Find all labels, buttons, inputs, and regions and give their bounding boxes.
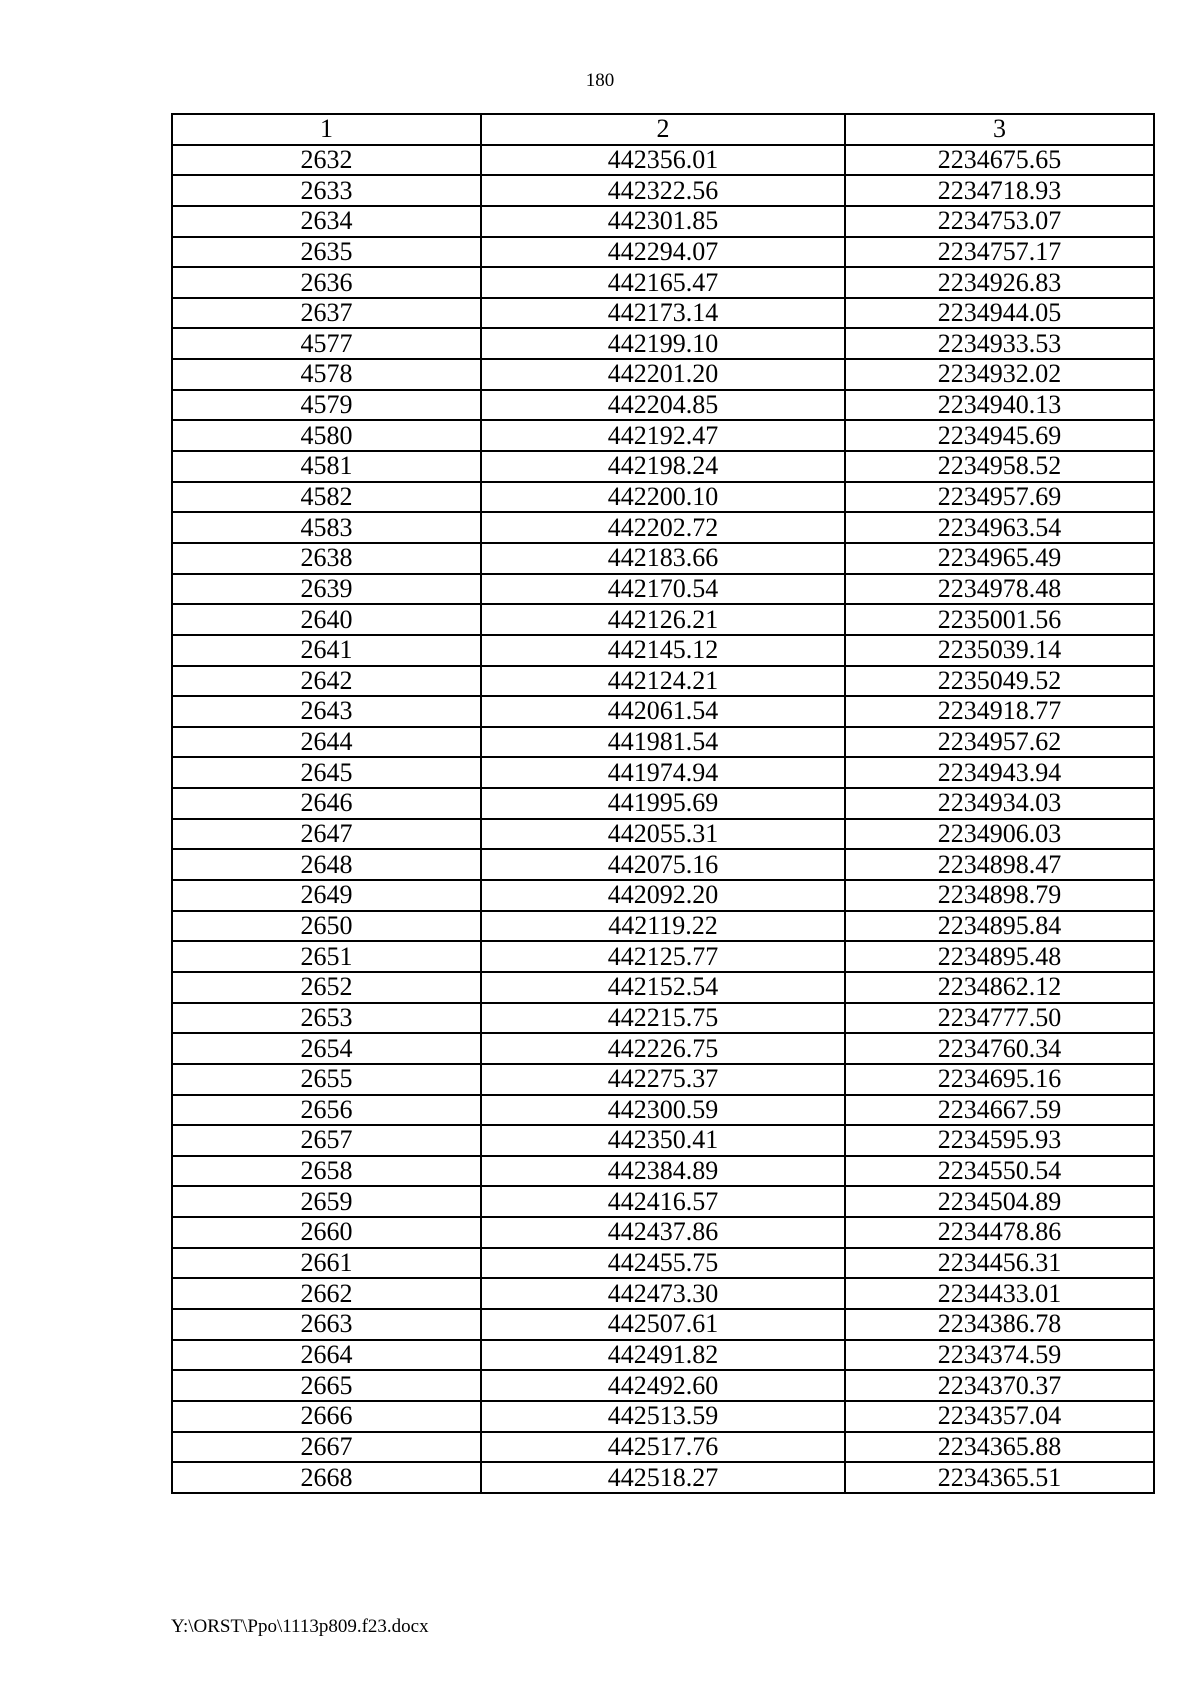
table-cell-col-3: 2234895.84 bbox=[845, 911, 1154, 942]
table-cell-col-3: 2234918.77 bbox=[845, 696, 1154, 727]
table-cell-col-2: 442350.41 bbox=[481, 1125, 845, 1156]
table-cell-col-1: 4581 bbox=[172, 451, 481, 482]
table-row bbox=[172, 941, 1154, 972]
table-cell-col-1: 2640 bbox=[172, 604, 481, 635]
table-row bbox=[172, 1033, 1154, 1064]
table-cell-col-2: 442294.07 bbox=[481, 237, 845, 268]
table-cell-col-1: 2650 bbox=[172, 911, 481, 942]
table-cell-col-1: 2632 bbox=[172, 145, 481, 176]
column-header-3: 3 bbox=[845, 114, 1154, 145]
table-cell-col-1: 2658 bbox=[172, 1156, 481, 1187]
table-cell-col-3: 2234695.16 bbox=[845, 1064, 1154, 1095]
table-cell-col-2: 442356.01 bbox=[481, 145, 845, 176]
table-cell-col-3: 2234757.17 bbox=[845, 237, 1154, 268]
table-row bbox=[172, 1217, 1154, 1248]
table-cell-col-3: 2234978.48 bbox=[845, 574, 1154, 605]
table-cell-col-3: 2235001.56 bbox=[845, 604, 1154, 635]
table-cell-col-2: 442507.61 bbox=[481, 1309, 845, 1340]
table-row bbox=[172, 1156, 1154, 1187]
table-cell-col-3: 2234667.59 bbox=[845, 1095, 1154, 1126]
table-cell-col-3: 2234675.65 bbox=[845, 145, 1154, 176]
table-row bbox=[172, 145, 1154, 176]
table-cell-col-1: 2657 bbox=[172, 1125, 481, 1156]
table-cell-col-3: 2234386.78 bbox=[845, 1309, 1154, 1340]
table-row bbox=[172, 727, 1154, 758]
table-row bbox=[172, 1309, 1154, 1340]
table-header-row bbox=[172, 114, 1154, 145]
table-cell-col-1: 2654 bbox=[172, 1033, 481, 1064]
table-cell-col-3: 2234957.62 bbox=[845, 727, 1154, 758]
table-cell-col-1: 2645 bbox=[172, 757, 481, 788]
coordinates-table bbox=[171, 113, 1155, 1494]
table-cell-col-2: 442517.76 bbox=[481, 1432, 845, 1463]
table-row bbox=[172, 1462, 1154, 1493]
table-cell-col-1: 2651 bbox=[172, 941, 481, 972]
table-cell-col-1: 2667 bbox=[172, 1432, 481, 1463]
table-row bbox=[172, 482, 1154, 513]
table-cell-col-1: 2664 bbox=[172, 1340, 481, 1371]
table-row bbox=[172, 1401, 1154, 1432]
table-cell-col-1: 2660 bbox=[172, 1217, 481, 1248]
table-row bbox=[172, 757, 1154, 788]
table-cell-col-1: 2656 bbox=[172, 1095, 481, 1126]
table-cell-col-2: 442204.85 bbox=[481, 390, 845, 421]
table-row bbox=[172, 267, 1154, 298]
table-row bbox=[172, 175, 1154, 206]
table-row bbox=[172, 420, 1154, 451]
table-cell-col-1: 2644 bbox=[172, 727, 481, 758]
table-cell-col-1: 2643 bbox=[172, 696, 481, 727]
table-cell-col-3: 2234357.04 bbox=[845, 1401, 1154, 1432]
table-body bbox=[172, 145, 1154, 1493]
table-cell-col-3: 2235039.14 bbox=[845, 635, 1154, 666]
table-cell-col-1: 2647 bbox=[172, 819, 481, 850]
table-cell-col-1: 2659 bbox=[172, 1186, 481, 1217]
table-cell-col-1: 2641 bbox=[172, 635, 481, 666]
table-cell-col-3: 2234958.52 bbox=[845, 451, 1154, 482]
table-cell-col-2: 442215.75 bbox=[481, 1003, 845, 1034]
table-row bbox=[172, 1340, 1154, 1371]
table-cell-col-2: 442275.37 bbox=[481, 1064, 845, 1095]
table-cell-col-3: 2234944.05 bbox=[845, 298, 1154, 329]
table-row bbox=[172, 880, 1154, 911]
table-row bbox=[172, 1278, 1154, 1309]
table-row bbox=[172, 1095, 1154, 1126]
table-cell-col-1: 2636 bbox=[172, 267, 481, 298]
table-cell-col-2: 441974.94 bbox=[481, 757, 845, 788]
table-row bbox=[172, 328, 1154, 359]
table-cell-col-1: 2666 bbox=[172, 1401, 481, 1432]
table-cell-col-1: 2648 bbox=[172, 849, 481, 880]
table-cell-col-2: 442416.57 bbox=[481, 1186, 845, 1217]
table-row bbox=[172, 972, 1154, 1003]
table-cell-col-2: 442055.31 bbox=[481, 819, 845, 850]
table-cell-col-3: 2234365.88 bbox=[845, 1432, 1154, 1463]
table-row bbox=[172, 390, 1154, 421]
table-cell-col-3: 2234370.37 bbox=[845, 1370, 1154, 1401]
table-cell-col-1: 2665 bbox=[172, 1370, 481, 1401]
table-cell-col-3: 2234933.53 bbox=[845, 328, 1154, 359]
table-row bbox=[172, 1125, 1154, 1156]
table-cell-col-2: 442200.10 bbox=[481, 482, 845, 513]
table-cell-col-2: 442126.21 bbox=[481, 604, 845, 635]
table-cell-col-1: 2649 bbox=[172, 880, 481, 911]
table-cell-col-2: 442165.47 bbox=[481, 267, 845, 298]
table-cell-col-3: 2234718.93 bbox=[845, 175, 1154, 206]
table-cell-col-1: 4577 bbox=[172, 328, 481, 359]
table-cell-col-2: 442226.75 bbox=[481, 1033, 845, 1064]
table-cell-col-3: 2234777.50 bbox=[845, 1003, 1154, 1034]
table-cell-col-1: 4579 bbox=[172, 390, 481, 421]
table-row bbox=[172, 1370, 1154, 1401]
table-cell-col-3: 2234957.69 bbox=[845, 482, 1154, 513]
table-cell-col-3: 2234365.51 bbox=[845, 1462, 1154, 1493]
table-cell-col-2: 442491.82 bbox=[481, 1340, 845, 1371]
table-cell-col-3: 2234433.01 bbox=[845, 1278, 1154, 1309]
table-cell-col-1: 4580 bbox=[172, 420, 481, 451]
table-cell-col-2: 442170.54 bbox=[481, 574, 845, 605]
table-row bbox=[172, 604, 1154, 635]
table-cell-col-2: 441995.69 bbox=[481, 788, 845, 819]
table-cell-col-3: 2234862.12 bbox=[845, 972, 1154, 1003]
table-cell-col-3: 2234456.31 bbox=[845, 1248, 1154, 1279]
table-cell-col-3: 2234898.47 bbox=[845, 849, 1154, 880]
table-cell-col-1: 4582 bbox=[172, 482, 481, 513]
table-cell-col-3: 2234965.49 bbox=[845, 543, 1154, 574]
table-row bbox=[172, 1248, 1154, 1279]
table-cell-col-2: 442198.24 bbox=[481, 451, 845, 482]
table-row bbox=[172, 206, 1154, 237]
table-row bbox=[172, 298, 1154, 329]
table-row bbox=[172, 512, 1154, 543]
table-cell-col-3: 2234595.93 bbox=[845, 1125, 1154, 1156]
table-cell-col-2: 442513.59 bbox=[481, 1401, 845, 1432]
table-cell-col-1: 2635 bbox=[172, 237, 481, 268]
table-cell-col-2: 442061.54 bbox=[481, 696, 845, 727]
table-cell-col-2: 442092.20 bbox=[481, 880, 845, 911]
table-cell-col-2: 442125.77 bbox=[481, 941, 845, 972]
table-cell-col-1: 2655 bbox=[172, 1064, 481, 1095]
table-cell-col-2: 442202.72 bbox=[481, 512, 845, 543]
table-cell-col-3: 2234760.34 bbox=[845, 1033, 1154, 1064]
column-header-1: 1 bbox=[172, 114, 481, 145]
table-cell-col-1: 2668 bbox=[172, 1462, 481, 1493]
table-cell-col-3: 2234550.54 bbox=[845, 1156, 1154, 1187]
table-cell-col-1: 2638 bbox=[172, 543, 481, 574]
table-cell-col-2: 442492.60 bbox=[481, 1370, 845, 1401]
table-cell-col-1: 2663 bbox=[172, 1309, 481, 1340]
table-row bbox=[172, 1432, 1154, 1463]
table-cell-col-2: 442119.22 bbox=[481, 911, 845, 942]
table-cell-col-3: 2234963.54 bbox=[845, 512, 1154, 543]
page-number: 180 bbox=[585, 70, 615, 91]
table-cell-col-2: 442437.86 bbox=[481, 1217, 845, 1248]
table-cell-col-1: 2646 bbox=[172, 788, 481, 819]
table-cell-col-3: 2234906.03 bbox=[845, 819, 1154, 850]
table-cell-col-2: 442384.89 bbox=[481, 1156, 845, 1187]
table-cell-col-3: 2234932.02 bbox=[845, 359, 1154, 390]
table-cell-col-2: 442192.47 bbox=[481, 420, 845, 451]
table-cell-col-2: 442473.30 bbox=[481, 1278, 845, 1309]
table-row bbox=[172, 1003, 1154, 1034]
column-header-2: 2 bbox=[481, 114, 845, 145]
table-cell-col-2: 442124.21 bbox=[481, 666, 845, 697]
table-cell-col-1: 2642 bbox=[172, 666, 481, 697]
table-cell-col-2: 442301.85 bbox=[481, 206, 845, 237]
table-row bbox=[172, 1186, 1154, 1217]
table-row bbox=[172, 788, 1154, 819]
table-row bbox=[172, 666, 1154, 697]
table-cell-col-1: 4583 bbox=[172, 512, 481, 543]
table-cell-col-2: 442145.12 bbox=[481, 635, 845, 666]
table-row bbox=[172, 819, 1154, 850]
table-cell-col-2: 441981.54 bbox=[481, 727, 845, 758]
table-cell-col-1: 2661 bbox=[172, 1248, 481, 1279]
table-cell-col-1: 2634 bbox=[172, 206, 481, 237]
table-cell-col-1: 2662 bbox=[172, 1278, 481, 1309]
footer-file-path: Y:\ORST\Ppo\1113p809.f23.docx bbox=[171, 1616, 429, 1637]
table-cell-col-1: 4578 bbox=[172, 359, 481, 390]
table-cell-col-2: 442455.75 bbox=[481, 1248, 845, 1279]
table-cell-col-1: 2653 bbox=[172, 1003, 481, 1034]
table-cell-col-3: 2234504.89 bbox=[845, 1186, 1154, 1217]
table-cell-col-2: 442518.27 bbox=[481, 1462, 845, 1493]
table-cell-col-2: 442075.16 bbox=[481, 849, 845, 880]
table-row bbox=[172, 359, 1154, 390]
table-cell-col-1: 2637 bbox=[172, 298, 481, 329]
table-cell-col-3: 2234926.83 bbox=[845, 267, 1154, 298]
table-row bbox=[172, 849, 1154, 880]
table-row bbox=[172, 1064, 1154, 1095]
table-cell-col-2: 442199.10 bbox=[481, 328, 845, 359]
table-cell-col-3: 2234940.13 bbox=[845, 390, 1154, 421]
table-row bbox=[172, 696, 1154, 727]
table-cell-col-3: 2234895.48 bbox=[845, 941, 1154, 972]
table-cell-col-3: 2234943.94 bbox=[845, 757, 1154, 788]
table-row bbox=[172, 911, 1154, 942]
table-cell-col-1: 2652 bbox=[172, 972, 481, 1003]
table-cell-col-2: 442152.54 bbox=[481, 972, 845, 1003]
table-row bbox=[172, 237, 1154, 268]
table-cell-col-2: 442183.66 bbox=[481, 543, 845, 574]
table-cell-col-2: 442300.59 bbox=[481, 1095, 845, 1126]
table-row bbox=[172, 635, 1154, 666]
table-cell-col-2: 442201.20 bbox=[481, 359, 845, 390]
table-cell-col-3: 2234945.69 bbox=[845, 420, 1154, 451]
table-cell-col-3: 2234374.59 bbox=[845, 1340, 1154, 1371]
table-row bbox=[172, 451, 1154, 482]
table-cell-col-3: 2234898.79 bbox=[845, 880, 1154, 911]
table-row bbox=[172, 543, 1154, 574]
table-cell-col-2: 442322.56 bbox=[481, 175, 845, 206]
table-cell-col-3: 2235049.52 bbox=[845, 666, 1154, 697]
table-cell-col-1: 2633 bbox=[172, 175, 481, 206]
table-row bbox=[172, 574, 1154, 605]
table-cell-col-3: 2234478.86 bbox=[845, 1217, 1154, 1248]
table-cell-col-3: 2234753.07 bbox=[845, 206, 1154, 237]
table-cell-col-3: 2234934.03 bbox=[845, 788, 1154, 819]
table-cell-col-2: 442173.14 bbox=[481, 298, 845, 329]
table-cell-col-1: 2639 bbox=[172, 574, 481, 605]
